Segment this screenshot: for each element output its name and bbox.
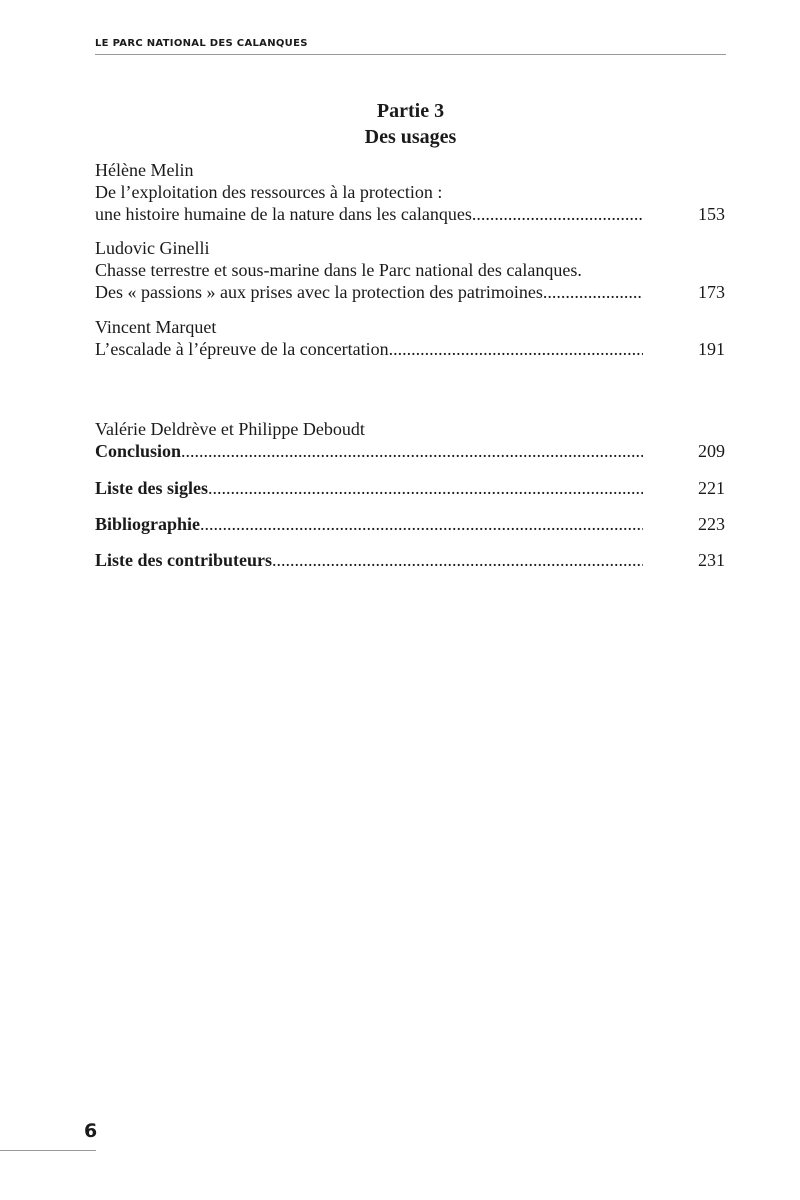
- toc-entry-leader-line: [95, 203, 725, 225]
- toc-entry-title-line: une histoire humaine de la nature dans les calanques: [95, 204, 472, 224]
- toc-entry-page: 173: [698, 282, 725, 302]
- part-title: Des usages: [364, 126, 457, 148]
- toc-entry-title-line: L’escalade à l’épreuve de la concertation: [95, 339, 389, 359]
- toc-entry-title-line: Des « passions » aux prises avec la protection des patrimoines: [95, 282, 543, 302]
- toc-entry-title: Liste des contributeurs: [95, 550, 272, 570]
- toc-entry-title-line: De l’exploitation des ressources à la protection :: [95, 182, 443, 202]
- toc-entry-leader-line: [95, 281, 725, 303]
- toc-entry-page: 221: [698, 478, 725, 498]
- dot-leader: [272, 549, 643, 571]
- dot-leader: [543, 281, 643, 303]
- toc-entry-title: Conclusion: [95, 441, 182, 461]
- part-heading: [95, 98, 726, 150]
- toc-entry-page: 153: [698, 204, 725, 224]
- toc-entry-author: Ludovic Ginelli: [95, 238, 210, 258]
- footer-rule: [0, 1118, 96, 1151]
- toc-entry[interactable]: [95, 159, 725, 225]
- dot-leader: [472, 203, 643, 225]
- toc-entry-contributeurs[interactable]: [95, 549, 725, 571]
- toc-entry-leader-line: [95, 549, 725, 571]
- dot-leader: [389, 338, 643, 360]
- toc-entry-bibliographie[interactable]: [95, 513, 725, 535]
- dot-leader: [200, 513, 643, 535]
- toc-entry-title: Bibliographie: [95, 514, 201, 534]
- toc-entry-title: Liste des sigles: [95, 478, 209, 498]
- dot-leader: [181, 440, 643, 462]
- toc-entry[interactable]: [95, 316, 725, 360]
- toc-entry-page: 209: [698, 441, 725, 461]
- toc-entry-author: Hélène Melin: [95, 160, 194, 180]
- toc-entry-leader-line: [95, 440, 725, 462]
- toc-entry-page: 191: [698, 339, 725, 359]
- toc-entry-leader-line: [95, 338, 725, 360]
- toc-entry-leader-line: [95, 477, 725, 499]
- dot-leader: [208, 477, 643, 499]
- part-number: Partie 3: [376, 100, 445, 122]
- toc-entry-title-line: Chasse terrestre et sous-marine dans le Parc national des calanques.: [95, 260, 582, 280]
- toc-entry-author: Vincent Marquet: [95, 317, 217, 337]
- toc-entry-sigles[interactable]: [95, 477, 725, 499]
- toc-entry-author: Valérie Deldrève et Philippe Deboudt: [95, 419, 365, 439]
- toc-entry-conclusion[interactable]: [95, 418, 725, 462]
- running-head: LE PARC NATIONAL DES CALANQUES: [95, 38, 726, 55]
- toc-entry-leader-line: [95, 513, 725, 535]
- toc-entry[interactable]: [95, 237, 725, 303]
- toc-entry-page: 223: [698, 514, 725, 534]
- toc-entry-page: 231: [698, 550, 725, 570]
- page-number: 6: [84, 1120, 98, 1142]
